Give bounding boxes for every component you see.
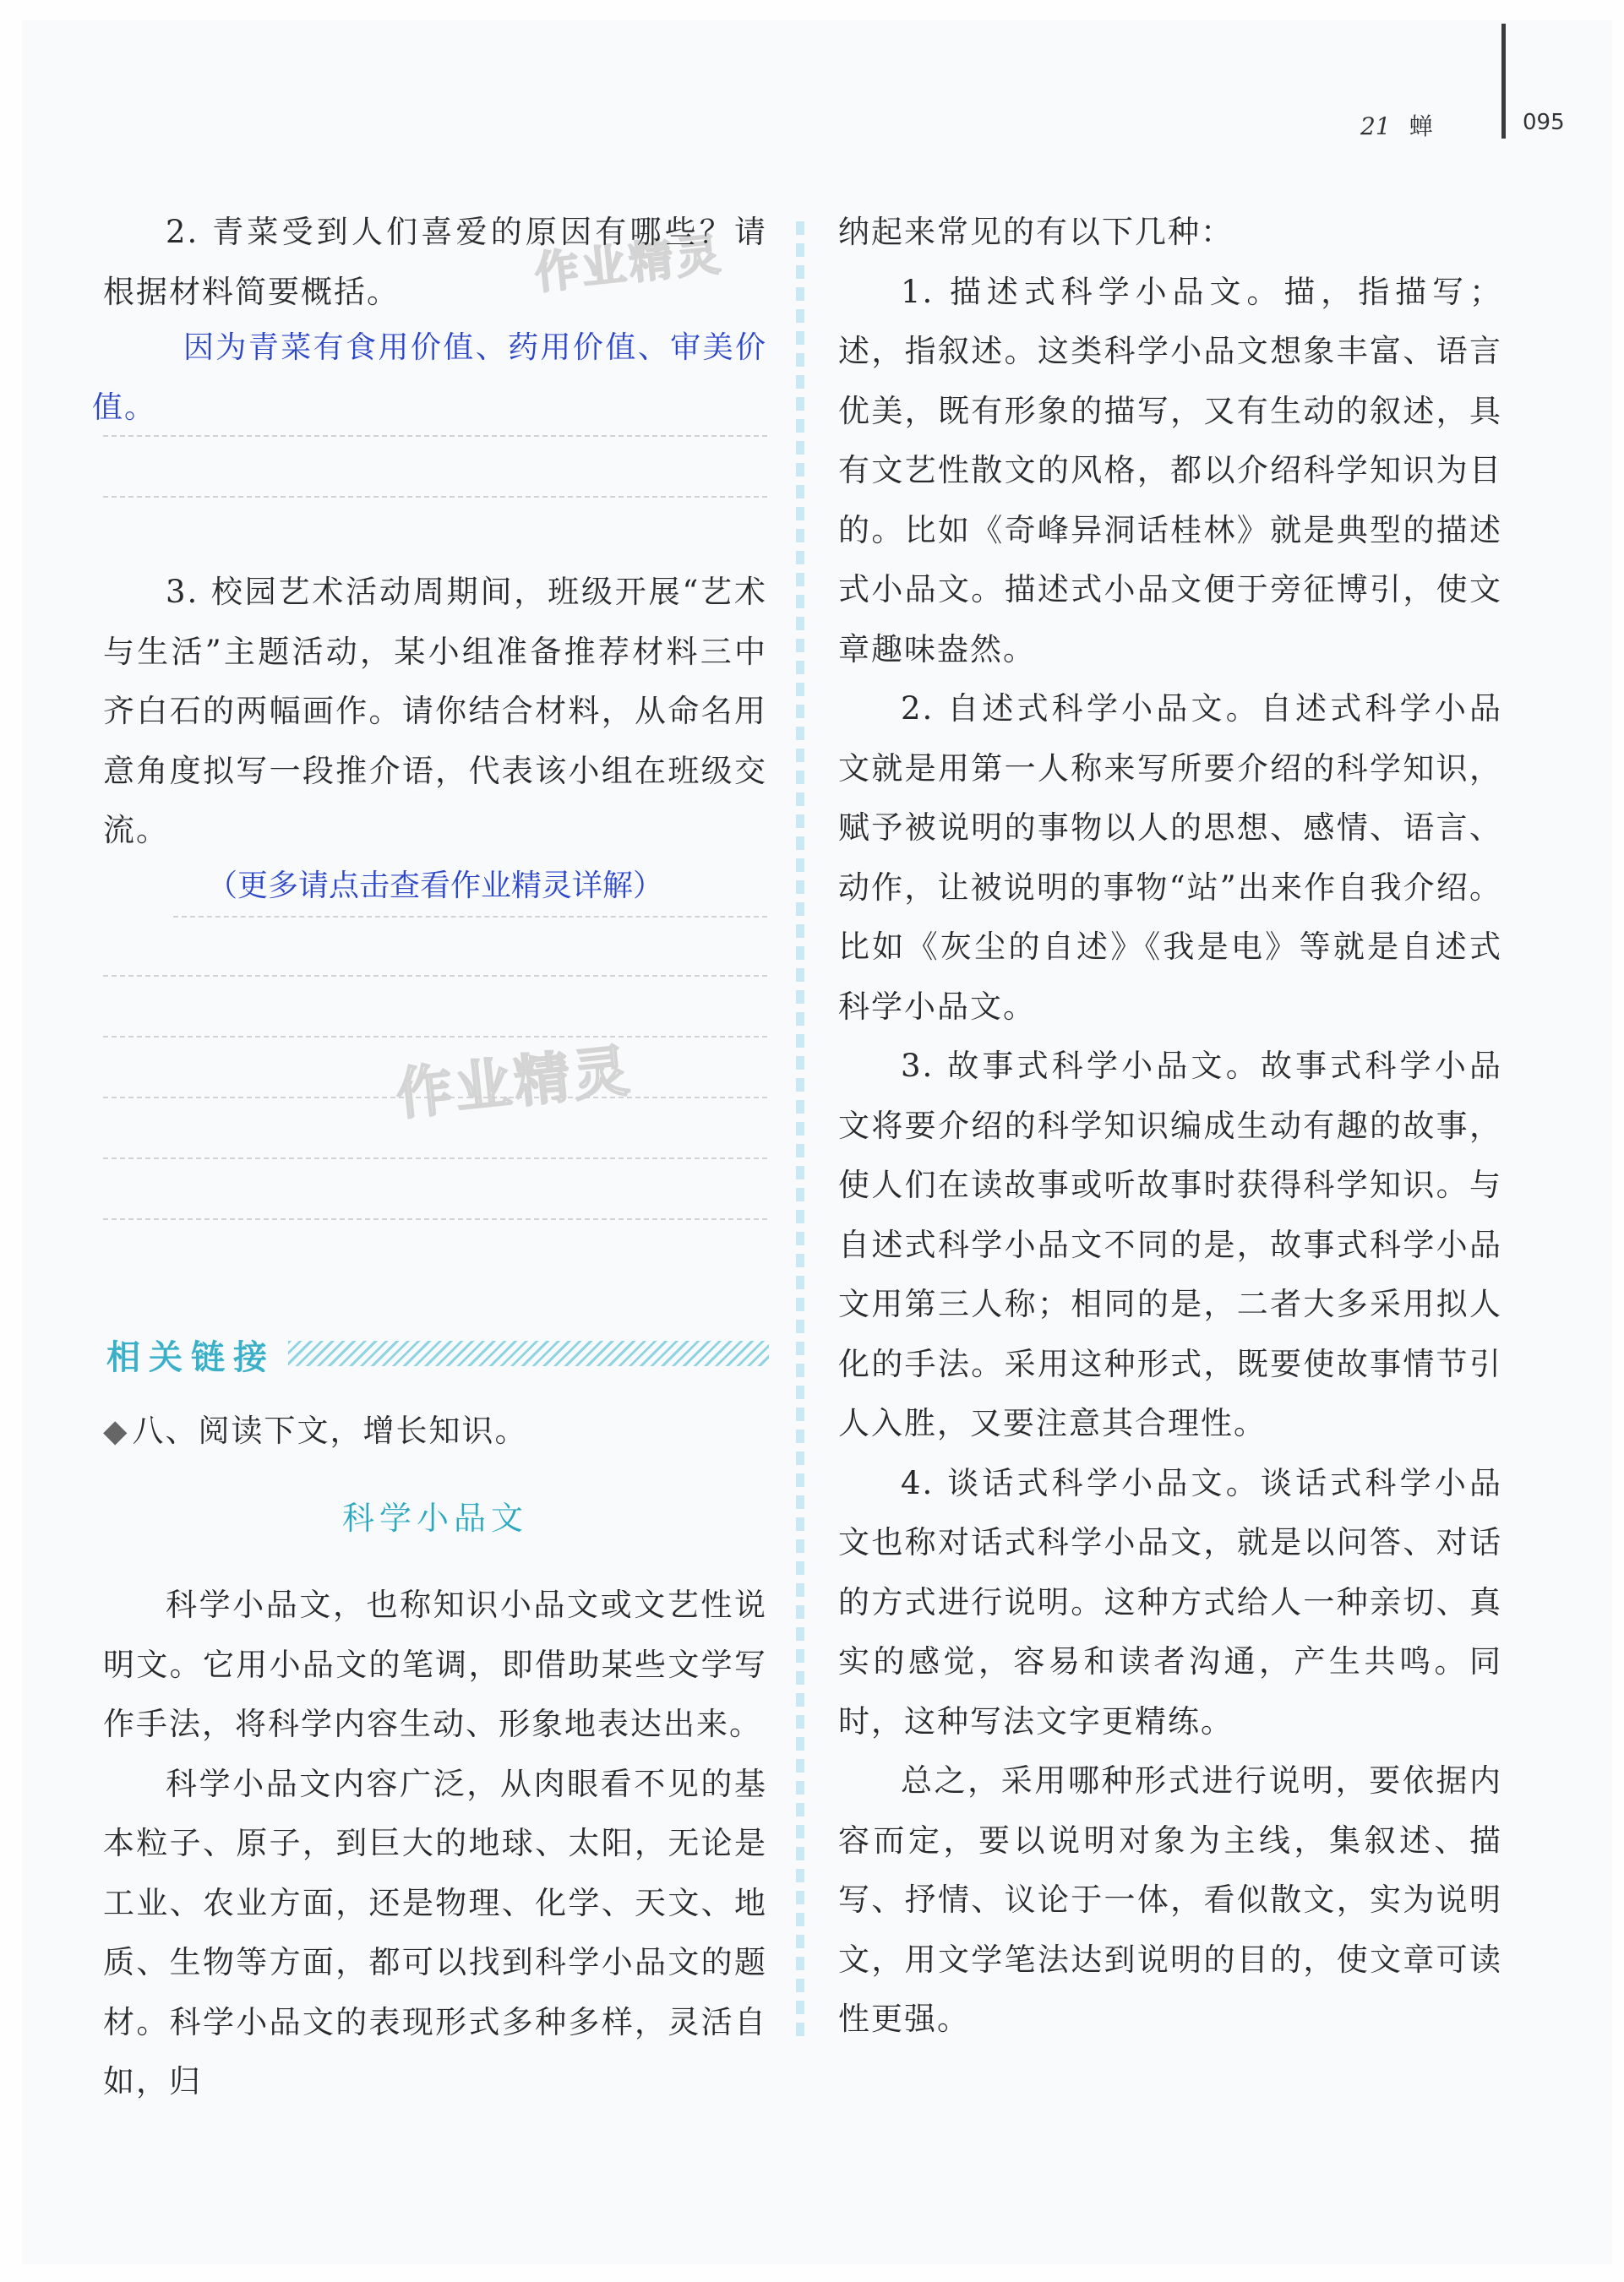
article-paragraph: 科学小品文，也称知识小品文或文艺性说明文。它用小品文的笔调，即借助某些文学写作手法，将科学内容生动、形象地表达出来。 [103,1587,767,1742]
article-continuation: 纳起来常见的有以下几种： [838,214,1234,250]
related-links-header [106,1331,769,1375]
chapter-number: 21 [1360,112,1391,140]
answer-line [103,916,767,977]
article-paragraph: 科学小品文内容广泛，从肉眼看不见的基本粒子、原子，到巨大的地球、太阳，无论是工业、农业方面，还是物理、化学、天文、地质、生物等方面，都可以找到科学小品文的题材。科学小品文的表现形式多种多样，灵活自如，归 [103,1765,767,2100]
question-3 [103,563,767,861]
question-3-lines [103,916,767,1220]
header-hatch-decoration [288,1341,769,1366]
watermark-top: 作业精灵 [532,229,727,300]
question-3-text: 3. 校园艺术活动周期间，班级开展“艺术与生活”主题活动，某小组准备推荐材料三中齐白石的两幅画作。请你结合材料，从命名用意角度拟写一段推介语，代表该小组在班级交流。 [103,574,767,848]
article-paragraph: 3. 故事式科学小品文。故事式科学小品文将要介绍的科学知识编成生动有趣的故事，使人们在读故事或听故事时获得科学知识。与自述式科学小品文不同的是，故事式科学小品文用第三人称；相同的是，二者大多采用拟人化的手法。采用这种形式，既要使故事情节引人入胜，又要注意其合理性。 [838,1048,1502,1441]
header-rule [1501,24,1506,139]
article-paragraph: 1. 描述式科学小品文。描，指描写；述，指叙述。这类科学小品文想象丰富、语言优美，既有形象的描写，又有生动的叙述，具有文艺性散文的风格，都以介绍科学知识为目的。比如《奇峰异洞话桂林》就是典型的描述式小品文。描述式小品文便于旁征博引，使文章趣味盎然。 [838,273,1502,667]
diamond-bullet-icon: ◆ [103,1413,129,1449]
page-number: 095 [1523,110,1565,135]
answer-line [103,1159,767,1220]
question-2-text: 2. 青菜受到人们喜爱的原因有哪些？请根据材料简要概括。 [103,214,767,310]
article-paragraph: 总之，采用哪种形式进行说明，要依据内容而定，要以说明对象为主线，集叙述、描写、抒情、议论于一体，看似散文，实为说明文，用文学笔法达到说明的目的，使文章可读性更强。 [838,1762,1502,2037]
answer-line [103,1038,767,1098]
article-paragraph: 2. 自述式科学小品文。自述式科学小品文就是用第一人称来写所要介绍的科学知识，赋予被说明的事物以人的思想、感情、语言、动作，让被说明的事物“站”出来作自我介绍。比如《灰尘的自述》《我是电》等就是自述式科学小品文。 [838,690,1502,1025]
answer-line [173,857,767,918]
chapter-heading [1360,108,1433,142]
question-2-lines [103,376,767,498]
answer-line [103,977,767,1038]
article-paragraph: 4. 谈话式科学小品文。谈话式科学小品文也称对话式科学小品文，就是以问答、对话的方式进行说明。这种方式给人一种亲切、真实的感觉，容易和读者沟通，产生共鸣。同时，这种写法文字更精练。 [838,1464,1502,1740]
article-title: 科学小品文 [341,1500,528,1537]
article-right-body [838,203,1502,2050]
answer-line [103,376,767,437]
column-divider [796,221,804,2038]
task-8 [103,1405,527,1451]
chapter-title: 蝉 [1409,112,1433,140]
answer-line [103,437,767,498]
task-8-text: 八、阅读下文，增长知识。 [132,1413,528,1449]
article-left-body [103,1576,767,2112]
question-3-line-first [173,857,767,918]
watermark-middle: 作业精灵 [393,1038,635,1128]
question-2 [103,203,767,322]
question-2-answer-text: 因为青菜有食用价值、药用价值、审美价值。 [92,330,767,425]
question-3-answer: （更多请点击查看作业精灵详解） [206,869,663,903]
answer-line [103,1098,767,1159]
related-links-label: 相关链接 [106,1338,275,1377]
